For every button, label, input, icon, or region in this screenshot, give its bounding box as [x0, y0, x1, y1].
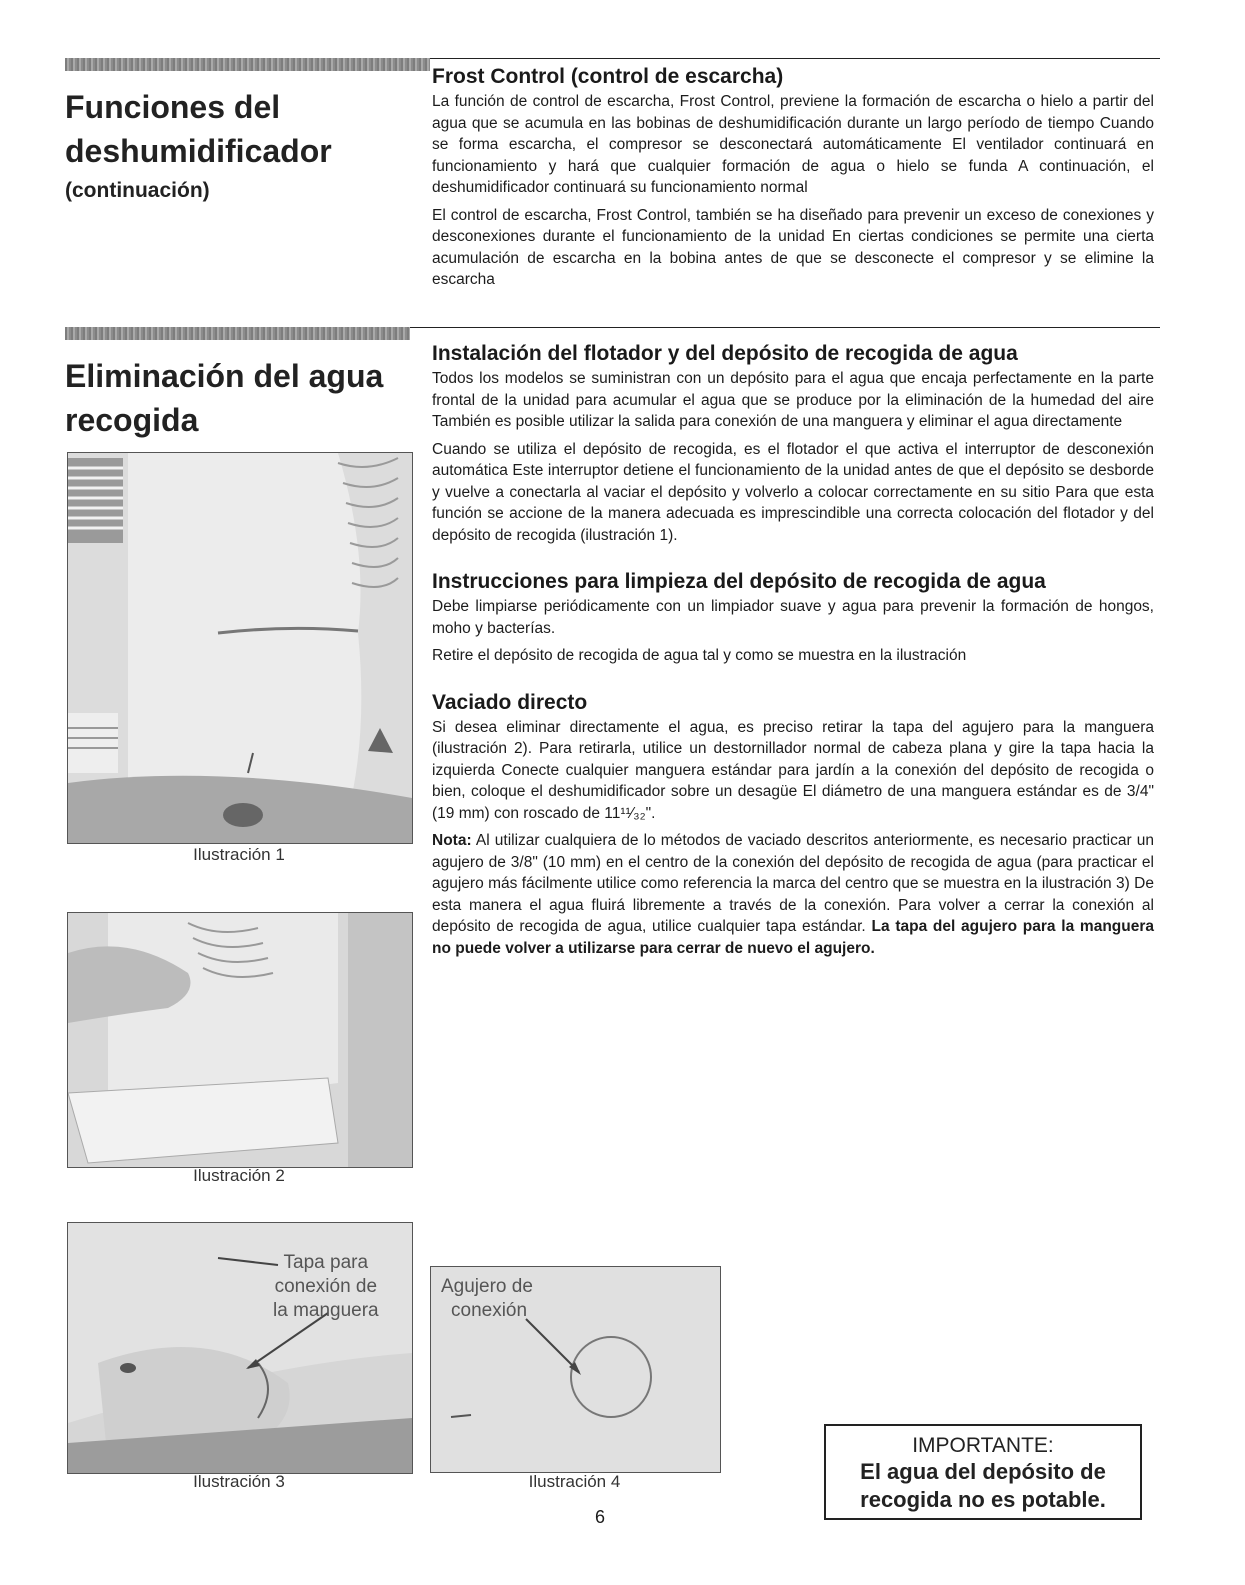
section-rule-decor: [65, 58, 430, 71]
section-rule-line: [410, 327, 1160, 328]
paragraph: Si desea eliminar directamente el agua, es preciso retirar la tapa del agujero para la manguera (ilustración 2). Para retirarla, utilice un destornillador normal de cabeza plana y gire la tapa hacia la izquierda Conecte cualquier manguera estándar para jardín a la conexión del depósito de recogida o bien, coloque el deshumidificador sobre un desagüe El diámetro de una manguera estándar es de 3/4" (19 mm) con roscado de 11¹¹⁄₃₂".: [432, 718, 1154, 822]
block-heading: Vaciado directo: [432, 690, 588, 714]
title-line: Funciones del: [65, 89, 281, 125]
callout-line: la manguera: [273, 1300, 379, 1321]
block-heading: Instrucciones para limpieza del depósito de recogida de agua: [432, 570, 1046, 593]
illustration-3-callout: [273, 1251, 379, 1323]
paragraph: El control de escarcha, Frost Control, también se ha diseñado para prevenir un exceso de conexiones y desconexiones durante el funcionamiento de la unidad En ciertas condiciones se permite una cierta acumulación de escarcha en la bobina antes de que se desconecte el compresor y se elimine la escarcha: [432, 206, 1154, 288]
paragraph: La función de control de escarcha, Frost Control, previene la formación de escarcha o hielo a partir del agua que se acumula en las bobinas de deshumidificación durante un largo período de tiempo Cuando se forma escarcha, el compresor se desconectará automáticamente El ventilador continuará en funcionamiento y hará que cualquier formación de agua o hielo se funda A continuación, el deshumidificador continuará su funcionamiento normal: [432, 93, 1154, 196]
note-label: Nota:: [432, 832, 472, 849]
section-rule-decor: [65, 327, 410, 340]
illustration-4-caption: Ilustración 4: [528, 1472, 621, 1491]
illustration-3-caption: Ilustración 3: [193, 1472, 285, 1491]
water-removal-section: [432, 340, 1154, 965]
tank-removal-photo-illustration: [68, 913, 412, 1167]
paragraph: Todos los modelos se suministran con un depósito para el agua que encaja perfectamente en la parte frontal de la unidad para acumular el agua que se produce por la eliminación de la humedad del aire También es posible utilizar la salida para conexión de una manguera y eliminar el agua directamente: [432, 370, 1154, 430]
note-bold-text: La tapa del agujero para la manguera no puede volver a utilizarse para cerrar de nuevo el agujero.: [432, 918, 1155, 957]
frost-control-section: [432, 63, 1154, 297]
note-paragraph: [432, 830, 1154, 959]
section-title-funciones: [65, 85, 425, 203]
dehumidifier-photo-illustration: [68, 453, 412, 843]
illustration-4-callout: [441, 1275, 533, 1323]
important-line: El agua del depósito de: [860, 1459, 1106, 1484]
callout-line: Agujero de: [441, 1276, 533, 1297]
callout-line: conexión de: [274, 1276, 378, 1297]
callout-line: Tapa para: [283, 1252, 369, 1273]
illustration-1-caption: Ilustración 1: [193, 845, 285, 864]
illustration-3-photo: [67, 1222, 413, 1474]
paragraph: Debe limpiarse periódicamente con un limpiador suave y agua para prevenir la formación de hongos, moho y bacterías.: [432, 598, 1154, 637]
important-line: recogida no es potable.: [860, 1487, 1106, 1512]
page-number: 6: [594, 1507, 605, 1527]
paragraph: Cuando se utiliza el depósito de recogida, es el flotador el que activa el interruptor de desconexión automática Este interruptor detiene el funcionamiento de la unidad antes de que el depósito se desborde y vuelve a conectarla al vaciar el depósito y volverlo a colocar correctamente en su sitio Para que esta función se accione de la manera adecuada es imprescindible una correcta colocación del flotador y del depósito de recogida (ilustración 1).: [432, 440, 1154, 544]
important-title: IMPORTANTE:: [912, 1434, 1054, 1457]
illustration-2-caption: Ilustración 2: [193, 1166, 285, 1185]
important-notice-box: [824, 1424, 1142, 1520]
paragraph: Retire el depósito de recogida de agua tal y como se muestra en la ilustración: [432, 647, 967, 664]
illustration-1-photo: [67, 452, 413, 844]
title-line: Eliminación del agua: [65, 358, 384, 394]
note-text: Al utilizar cualquiera de lo métodos de vaciado descritos anteriormente, es necesario practicar un agujero de 3/8" (10 mm) en el centro de la conexión del depósito de recogida de agua (para practicar el agujero más fácilmente utilice como referencia la marca del centro que se muestra en la ilustración 3) De esta manera el agua fluirá libremente a través de la conexión. Para volver a cerrar la conexión al depósito de recogida de agua, utilice cualquier tapa estándar.: [432, 832, 1155, 935]
section-title-eliminacion: [65, 354, 425, 442]
section-rule-line: [430, 58, 1160, 59]
title-line: deshumidificador: [65, 133, 332, 169]
frost-control-heading: Frost Control (control de escarcha): [432, 65, 784, 88]
block-heading: Instalación del flotador y del depósito de recogida de agua: [432, 342, 1018, 365]
title-subtitle: (continuación): [65, 179, 210, 202]
illustration-4-photo: [430, 1266, 721, 1473]
title-line: recogida: [65, 402, 199, 438]
callout-line: conexión: [451, 1300, 528, 1321]
illustration-2-photo: [67, 912, 413, 1168]
